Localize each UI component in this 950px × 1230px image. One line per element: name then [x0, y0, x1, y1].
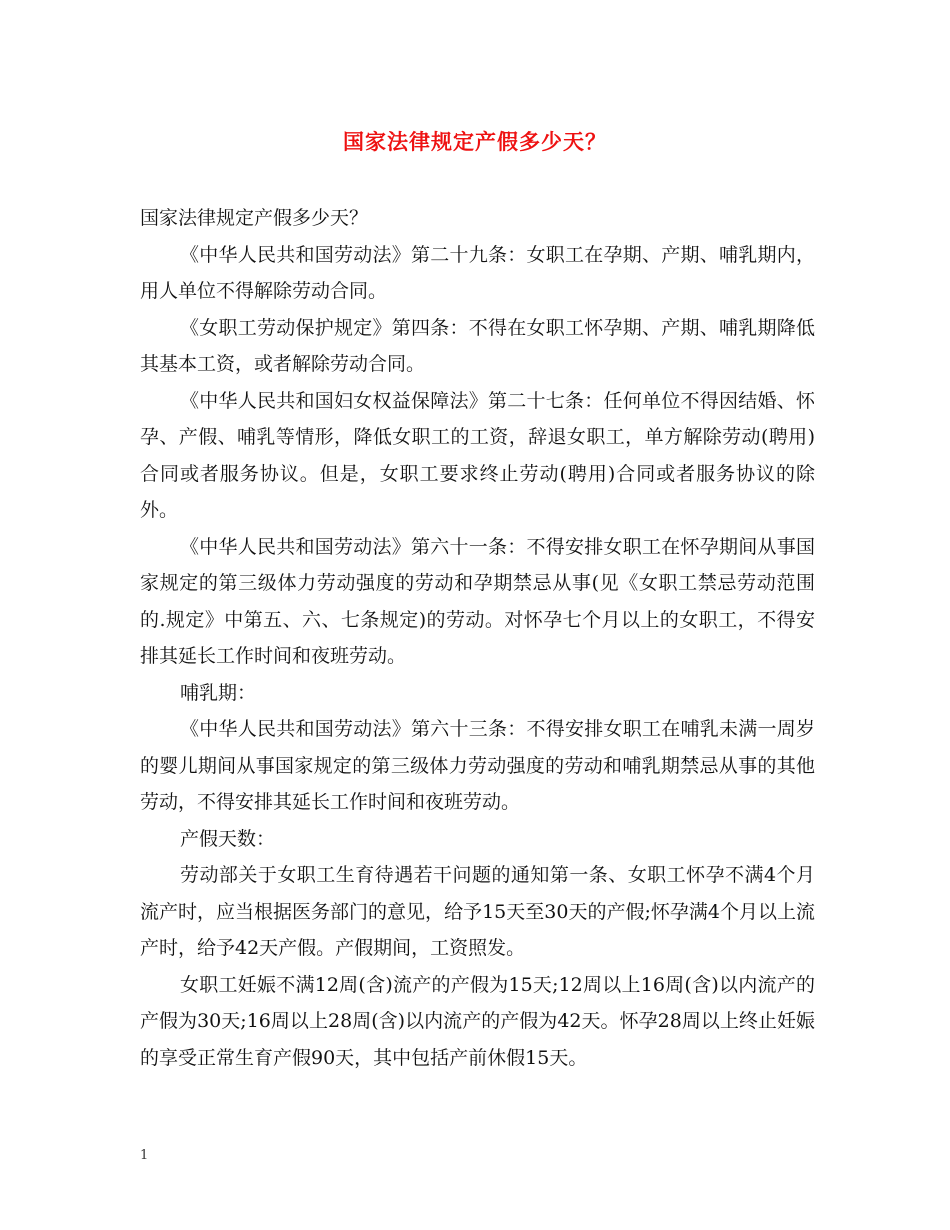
paragraph: 女职工妊娠不满12周(含)流产的产假为15天;12周以上16周(含)以内流产的产假为30天;16周以上28周(含)以内流产的产假为42天。怀孕28周以上终止妊娠的享受正常生育产假90天，其中包括产前休假15天。	[140, 973, 815, 1069]
paragraph: 《中华人民共和国妇女权益保障法》第二十七条：任何单位不得因结婚、怀孕、产假、哺乳等情形，降低女职工的工资，辞退女职工，单方解除劳动(聘用)合同或者服务协议。但是，女职工要求终止劳动(聘用)合同或者服务协议的除外。	[140, 389, 815, 521]
page-title: 国家法律规定产假多少天？	[343, 129, 607, 154]
paragraph-heading: 国家法律规定产假多少天？	[140, 207, 369, 229]
document-body	[140, 200, 815, 1076]
section-label-lactation: 哺乳期：	[180, 681, 257, 704]
paragraph: 劳动部关于女职工生育待遇若干问题的通知第一条、女职工怀孕不满4个月流产时，应当根据医务部门的意见，给予15天至30天的产假;怀孕满4个月以上流产时，给予42天产假。产假期间，工资照发。	[140, 864, 815, 959]
paragraph: 《中华人民共和国劳动法》第六十一条：不得安排女职工在怀孕期间从事国家规定的第三级体力劳动强度的劳动和孕期禁忌从事(见《女职工禁忌劳动范围的.规定》中第五、六、七条规定)的劳动。对怀孕七个月以上的女职工，不得安排其延长工作时间和夜班劳动。	[140, 535, 815, 667]
page-number: 1	[140, 1148, 149, 1163]
section-label-leave-days: 产假天数：	[180, 827, 276, 850]
paragraph: 《中华人民共和国劳动法》第六十三条：不得安排女职工在哺乳未满一周岁的婴儿期间从事国家规定的第三级体力劳动强度的劳动和哺乳期禁忌从事的其他劳动，不得安排其延长工作时间和夜班劳动。	[140, 718, 815, 813]
paragraph: 《女职工劳动保护规定》第四条：不得在女职工怀孕期、产期、哺乳期降低其基本工资，或者解除劳动合同。	[140, 316, 815, 375]
paragraph: 《中华人民共和国劳动法》第二十九条：女职工在孕期、产期、哺乳期内，用人单位不得解除劳动合同。	[140, 243, 815, 302]
